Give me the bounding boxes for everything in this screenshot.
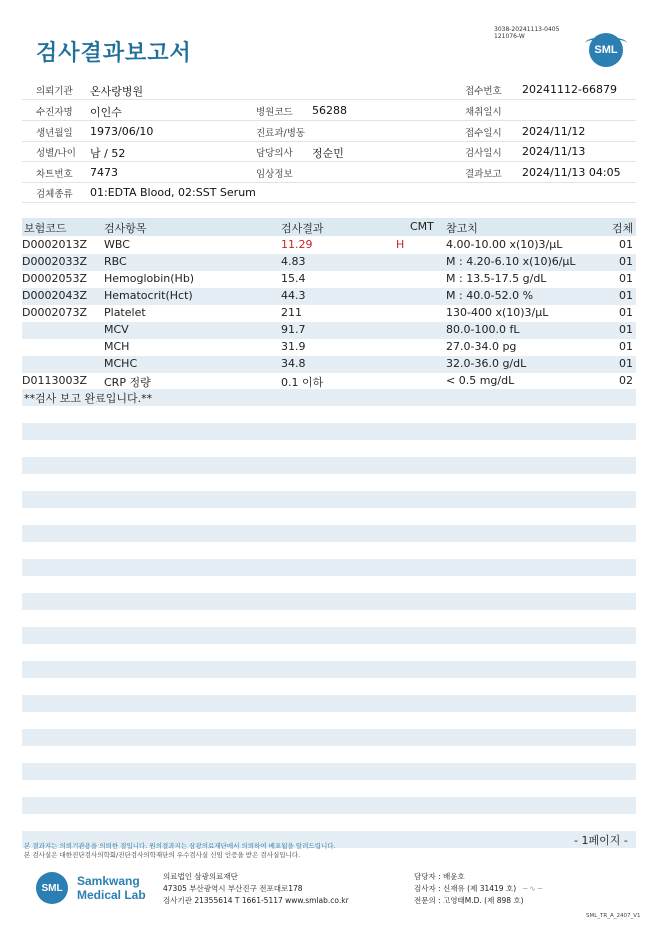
document-id-line2: 121076-W [494, 33, 525, 40]
addr-line1: 의료법인 삼광의료재단 [163, 872, 238, 881]
empty-row [22, 661, 636, 678]
cell-specimen: 01 [619, 340, 633, 353]
cell-value: 34.8 [281, 357, 306, 370]
staff-line2: 검사자 : 신재유 (제 31419 호) [414, 884, 517, 893]
cell-value: 91.7 [281, 323, 306, 336]
cell-item: MCH [104, 340, 130, 353]
cell-item: Hematocrit(Hct) [104, 289, 193, 302]
cell-specimen: 01 [619, 323, 633, 336]
empty-row [22, 695, 636, 712]
info-label: 생년월일 [36, 128, 73, 139]
cell-ref: 32.0-36.0 g/dL [446, 357, 527, 370]
info-label: 결과보고 [465, 169, 502, 180]
cell-item: MCV [104, 323, 129, 336]
col-cmt: CMT [410, 220, 434, 233]
info-label: 임상정보 [256, 169, 293, 180]
empty-row [22, 797, 636, 814]
info-label: 검사일시 [465, 148, 502, 159]
page-number: - 1페이지 - [574, 834, 628, 847]
document-id-line1: 3038-20241113-0405 [494, 26, 560, 33]
staff-line3: 전문의 : 고영태M.D. (제 898 호) [414, 896, 524, 905]
cell-code: D0002033Z [22, 255, 87, 268]
cell-item: Platelet [104, 306, 146, 319]
addr-line3: 검사기관 21355614 T 1661-5117 www.smlab.co.kr [163, 896, 349, 905]
cell-code: D0002043Z [22, 289, 87, 302]
info-value: 20241112-66879 [522, 83, 617, 96]
sml-footer-logo: SML [36, 872, 68, 904]
staff-line1: 담당자 : 배윤호 [414, 872, 465, 881]
company-address [163, 871, 349, 907]
results-header [22, 218, 636, 236]
cell-value: 211 [281, 306, 302, 319]
col-value: 검사결과 [281, 222, 324, 235]
info-label: 접수일시 [465, 128, 502, 139]
empty-row [22, 491, 636, 508]
info-row [22, 121, 636, 142]
cell-specimen: 02 [619, 374, 633, 387]
cell-specimen: 01 [619, 238, 633, 251]
cell-specimen: 01 [619, 272, 633, 285]
info-row [22, 79, 636, 100]
info-label: 의뢰기관 [36, 86, 73, 97]
table-row [22, 373, 636, 390]
table-row [22, 288, 636, 305]
info-value: 이인수 [90, 106, 122, 119]
cell-ref: 130-400 x(10)3/μL [446, 306, 549, 319]
company-name [77, 874, 146, 902]
col-item: 검사항목 [104, 222, 147, 235]
empty-row [22, 729, 636, 746]
info-label: 수진자명 [36, 107, 73, 118]
col-specimen: 검체 [612, 222, 634, 235]
empty-row [22, 457, 636, 474]
info-value: 01:EDTA Blood, 02:SST Serum [90, 186, 256, 199]
company-name-line1: Samkwang [77, 874, 140, 888]
info-label: 병원코드 [256, 107, 293, 118]
cell-value: 4.83 [281, 255, 306, 268]
table-row [22, 237, 636, 254]
footer-notice: 본 결과지는 의뢰기관용을 의뢰한 결입니다. 원의결과지는 삼광의료재단에서 의뢰하여 배포됨을 알려드립니다. [24, 842, 336, 850]
cell-value: 44.3 [281, 289, 306, 302]
info-row [22, 141, 636, 162]
info-value: 7473 [90, 166, 118, 179]
table-row [22, 271, 636, 288]
empty-row [22, 593, 636, 610]
info-label: 차트번호 [36, 169, 73, 180]
cell-specimen: 01 [619, 289, 633, 302]
empty-row [22, 423, 636, 440]
table-row [22, 339, 636, 356]
cell-item: MCHC [104, 357, 138, 370]
document-id [494, 26, 559, 40]
empty-row [22, 525, 636, 542]
table-row [22, 356, 636, 373]
info-label: 진료과/병동 [256, 128, 306, 139]
cell-value: 11.29 [281, 238, 313, 251]
cell-ref: 80.0-100.0 fL [446, 323, 520, 336]
cell-item: CRP 정량 [104, 376, 151, 389]
info-value: 2024/11/13 [522, 145, 586, 158]
table-row [22, 305, 636, 322]
info-value: 2024/11/12 [522, 125, 586, 138]
company-name-line2: Medical Lab [77, 888, 146, 902]
col-code: 보험코드 [24, 222, 67, 235]
accreditation-notice: 본 검사실은 대한진단검사의학회/진단검사의학재단의 우수검사실 신임 인증을 받은 검사실입니다. [24, 851, 301, 859]
cell-cmt: H [396, 238, 405, 251]
cell-ref: M : 40.0-52.0 % [446, 289, 534, 302]
cell-specimen: 01 [619, 306, 633, 319]
info-value: 2024/11/13 04:05 [522, 166, 621, 179]
info-label: 검체종류 [36, 189, 73, 200]
info-value: 온사랑병원 [90, 85, 144, 98]
info-label: 채취일시 [465, 107, 502, 118]
table-row [22, 322, 636, 339]
cell-code: D0002073Z [22, 306, 87, 319]
staff-info [414, 871, 544, 907]
cell-item: RBC [104, 255, 127, 268]
cell-ref: M : 4.20-6.10 x(10)6/μL [446, 255, 576, 268]
empty-row [22, 559, 636, 576]
info-value: 남 / 52 [90, 147, 126, 160]
cell-value: 15.4 [281, 272, 306, 285]
cell-code: D0113003Z [22, 374, 87, 387]
info-row [22, 162, 636, 183]
col-ref: 참고치 [446, 222, 478, 235]
cell-value: 31.9 [281, 340, 306, 353]
addr-line2: 47305 부산광역시 부산진구 전포대로178 [163, 884, 303, 893]
info-value: 1973/06/10 [90, 125, 154, 138]
info-label: 담당의사 [256, 148, 293, 159]
cell-item: Hemoglobin(Hb) [104, 272, 195, 285]
cell-ref: 4.00-10.00 x(10)3/μL [446, 238, 563, 251]
cell-item: WBC [104, 238, 130, 251]
table-row [22, 254, 636, 271]
cell-specimen: 01 [619, 357, 633, 370]
info-row [22, 100, 636, 121]
info-label: 접수번호 [465, 86, 502, 97]
form-code: SML_TR_A_2407_V1 [586, 913, 641, 919]
cell-code: D0002053Z [22, 272, 87, 285]
cell-ref: M : 13.5-17.5 g/dL [446, 272, 547, 285]
cell-ref: 27.0-34.0 pg [446, 340, 517, 353]
cell-value: 0.1 이하 [281, 376, 324, 389]
empty-row [22, 627, 636, 644]
cell-specimen: 01 [619, 255, 633, 268]
info-value: 정순민 [312, 147, 344, 160]
empty-row [22, 763, 636, 780]
signature-image: ~∿~ [522, 884, 544, 893]
info-row [22, 182, 636, 203]
cell-code: D0002013Z [22, 238, 87, 251]
info-label: 성별/나이 [36, 148, 76, 159]
completion-note: **검사 보고 완료입니다.** [24, 392, 153, 405]
page-title: 검사결과보고서 [36, 41, 192, 66]
cell-ref: < 0.5 mg/dL [446, 374, 515, 387]
sml-logo: SML [589, 33, 623, 67]
info-value: 56288 [312, 104, 347, 117]
